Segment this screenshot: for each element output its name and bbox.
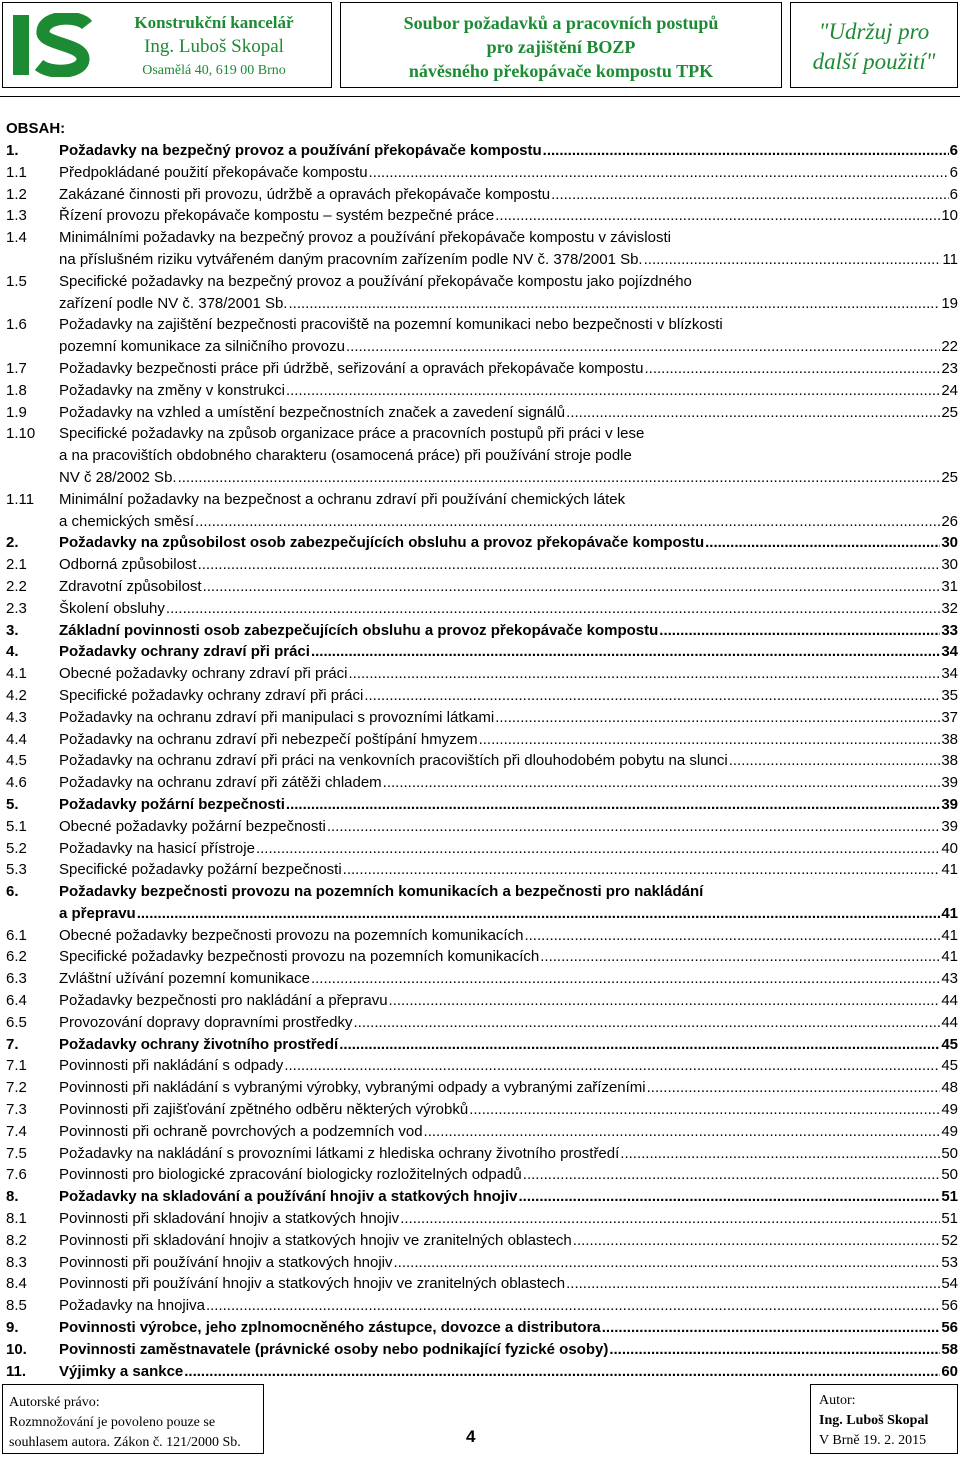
toc-entry xyxy=(6,990,960,1012)
toc-entry-title: Specifické požadavky bezpečnosti provozu na pozemních komunikacích xyxy=(59,948,540,966)
toc-entry-number: 10. xyxy=(6,1340,27,1358)
toc-entry-title: Výjimky a sankce xyxy=(59,1362,184,1380)
company-box xyxy=(2,2,332,88)
toc-entry-title: Požadavky bezpečnosti pro nakládání a přepravu xyxy=(59,992,388,1010)
toc-dot-leader xyxy=(383,772,941,794)
toc-dot-leader xyxy=(339,1034,940,1056)
toc-entry-number: 1.10 xyxy=(6,425,36,443)
toc-entry-page: 39 xyxy=(941,817,958,835)
toc-entry-page: 6 xyxy=(949,163,958,181)
toc-dot-leader xyxy=(184,1361,940,1383)
document-title xyxy=(341,11,781,83)
toc-dot-leader xyxy=(394,1252,941,1274)
toc-entry-title: Zakázané činnosti při provozu, údržbě a opravách překopávače kompostu xyxy=(59,185,551,203)
toc-entry xyxy=(6,968,960,990)
toc-dot-leader xyxy=(311,968,940,990)
toc-dot-leader xyxy=(573,1230,941,1252)
toc-entry-number: 5.1 xyxy=(6,817,27,835)
toc-entry-title: Zdravotní způsobilost xyxy=(59,577,202,595)
toc-dot-leader xyxy=(400,1208,940,1230)
toc-entry-title: Povinnosti pro biologické zpracování biologicky rozložitelných odpadů xyxy=(59,1166,522,1184)
toc-dot-leader xyxy=(348,663,940,685)
toc-entry-number: 1.4 xyxy=(6,229,27,247)
toc-entry xyxy=(6,816,960,838)
toc-entry-page: 45 xyxy=(941,1057,958,1075)
toc-entry-title: a přepravu xyxy=(59,904,136,922)
toc-entry-number: 2.1 xyxy=(6,556,27,574)
toc-entry-title: Požadavky ochrany životního prostředí xyxy=(59,1035,339,1053)
toc-dot-leader xyxy=(346,336,940,358)
toc-entry-number: 4.6 xyxy=(6,774,27,792)
toc-entry-number: 11. xyxy=(6,1362,27,1380)
toc-heading: OBSAH: xyxy=(6,120,66,137)
toc-entry-page: 58 xyxy=(941,1340,958,1358)
toc-entry xyxy=(6,1164,960,1186)
toc-entry-number: 7.5 xyxy=(6,1144,27,1162)
page-number: 4 xyxy=(466,1427,476,1446)
toc-entry-title: Provozování dopravy dopravními prostředky xyxy=(59,1013,353,1031)
toc-entry-title: Povinnosti při skladování hnojiv a statkových hnojiv xyxy=(59,1210,400,1228)
toc-entry xyxy=(6,881,960,925)
toc-entry-page: 39 xyxy=(941,795,958,813)
toc-dot-leader xyxy=(364,685,940,707)
toc-entry-title: a na pracovištích obdobného charakteru (osamocená práce) při používání stroje podle xyxy=(59,447,632,465)
toc-entry xyxy=(6,227,960,271)
toc-entry-number: 1. xyxy=(6,142,19,159)
toc-entry-title: Specifické požadavky na bezpečný provoz a používání překopávače kompostu jako pojízdného xyxy=(59,272,692,290)
toc-dot-leader xyxy=(602,1317,941,1339)
toc-entry-number: 1.5 xyxy=(6,272,27,290)
toc-dot-leader xyxy=(353,1012,940,1034)
toc-entry-title: Zvláštní užívání pozemní komunikace xyxy=(59,970,310,988)
toc-dot-leader xyxy=(203,576,941,598)
toc-entry-title: Povinnosti při ochraně povrchových a podzemních vod xyxy=(59,1122,423,1140)
table-of-contents xyxy=(6,140,960,1382)
toc-entry xyxy=(6,1295,960,1317)
toc-entry-title: Specifické požadavky ochrany zdraví při práci xyxy=(59,686,364,704)
toc-entry-page: 33 xyxy=(941,621,958,639)
toc-entry-number: 9. xyxy=(6,1319,19,1337)
toc-entry-number: 4.1 xyxy=(6,665,27,683)
keep-line-1: "Udržuj pro xyxy=(818,19,930,44)
toc-entry-title: Předpokládané použití překopávače kompostu xyxy=(59,163,368,181)
toc-entry-number: 6.3 xyxy=(6,970,27,988)
toc-entry-title: Obecné požadavky požární bezpečnosti xyxy=(59,817,326,835)
toc-entry-number: 6.1 xyxy=(6,926,27,944)
toc-entry-number: 6. xyxy=(6,883,19,901)
toc-dot-leader xyxy=(566,1273,940,1295)
toc-entry xyxy=(6,685,960,707)
toc-entry-page: 37 xyxy=(941,708,958,726)
toc-entry-number: 8.4 xyxy=(6,1275,27,1293)
toc-dot-leader xyxy=(369,162,949,184)
toc-entry-title: Specifické požadavky na způsob organizace práce a pracovních postupů při práci v lese xyxy=(59,425,645,443)
toc-entry-number: 5. xyxy=(6,795,19,813)
toc-entry-title: Specifické požadavky požární bezpečnosti xyxy=(59,861,342,879)
toc-dot-leader xyxy=(523,1164,941,1186)
toc-entry-number: 1.9 xyxy=(6,403,27,421)
toc-entry-number: 4. xyxy=(6,643,19,661)
author-name: Ing. Luboš Skopal xyxy=(819,1413,929,1428)
toc-entry-number: 7.3 xyxy=(6,1101,27,1119)
toc-entry-number: 1.6 xyxy=(6,316,27,334)
toc-entry-number: 5.2 xyxy=(6,839,27,857)
toc-entry xyxy=(6,750,960,772)
toc-entry-title: Požadavky na hasicí přístroje xyxy=(59,839,255,857)
toc-entry-title: Požadavky na změny v konstrukci xyxy=(59,381,285,399)
toc-entry xyxy=(6,532,960,554)
toc-entry xyxy=(6,729,960,751)
toc-entry xyxy=(6,1121,960,1143)
toc-entry xyxy=(6,859,960,881)
toc-entry-page: 56 xyxy=(941,1297,958,1315)
keep-notice-box xyxy=(790,2,958,88)
toc-dot-leader xyxy=(284,1055,940,1077)
toc-entry-page: 45 xyxy=(941,1035,958,1053)
toc-entry xyxy=(6,184,960,206)
copyright-label: Autorské právo: xyxy=(9,1395,100,1410)
toc-entry-number: 1.11 xyxy=(6,490,35,508)
toc-dot-leader xyxy=(495,707,940,729)
toc-dot-leader xyxy=(311,641,940,663)
toc-entry-title: Minimálními požadavky na bezpečný provoz a používání překopávače kompostu v závislosti xyxy=(59,229,671,247)
toc-entry-page: 10 xyxy=(941,207,958,225)
toc-entry-number: 8.2 xyxy=(6,1231,27,1249)
title-line-1: Soubor požadavků a pracovních postupů xyxy=(403,13,719,33)
toc-entry-title: Základní povinnosti osob zabezpečujících obsluhu a provoz překopávače kompostu xyxy=(59,621,659,639)
toc-entry-title: Požadavky na ochranu zdraví při manipulaci s provozními látkami xyxy=(59,708,495,726)
toc-entry xyxy=(6,380,960,402)
toc-entry xyxy=(6,925,960,947)
toc-entry-title: Školení obsluhy xyxy=(59,599,165,617)
toc-dot-leader xyxy=(524,925,940,947)
toc-entry xyxy=(6,1034,960,1056)
toc-entry-page: 24 xyxy=(941,381,958,399)
toc-entry-title: Požadavky ochrany zdraví při práci xyxy=(59,643,310,661)
title-line-3: návěsného překopávače kompostu TPK xyxy=(408,61,714,81)
toc-dot-leader xyxy=(206,1295,940,1317)
toc-entry-page: 41 xyxy=(941,861,958,879)
toc-entry-page: 49 xyxy=(941,1101,958,1119)
toc-dot-leader xyxy=(609,1339,940,1361)
toc-entry xyxy=(6,1208,960,1230)
toc-entry xyxy=(6,838,960,860)
toc-entry-number: 7.6 xyxy=(6,1166,27,1184)
document-header xyxy=(2,2,958,90)
toc-entry xyxy=(6,1252,960,1274)
toc-entry xyxy=(6,205,960,227)
toc-entry-number: 8. xyxy=(6,1188,19,1206)
toc-entry-number: 4.5 xyxy=(6,752,27,770)
toc-dot-leader xyxy=(647,1077,941,1099)
copyright-text-2: souhlasem autora. Zákon č. 121/2000 Sb. xyxy=(9,1435,241,1450)
toc-dot-leader xyxy=(705,532,940,554)
toc-entry-title: Povinnosti výrobce, jeho zplnomocněného zástupce, dovozce a distributora xyxy=(59,1319,601,1337)
company-info xyxy=(101,11,327,83)
keep-notice xyxy=(791,17,957,77)
toc-dot-leader xyxy=(566,402,940,424)
toc-entry-title: Požadavky na zajištění bezpečnosti pracoviště na pozemní komunikaci nebo bezpečnosti v blízkosti xyxy=(59,316,723,334)
toc-entry-page: 38 xyxy=(941,752,958,770)
toc-entry xyxy=(6,402,960,424)
toc-entry-page: 25 xyxy=(941,403,958,421)
toc-entry-title: a chemických směsí xyxy=(59,512,195,530)
toc-entry-page: 50 xyxy=(941,1144,958,1162)
toc-entry-number: 4.2 xyxy=(6,686,27,704)
toc-dot-leader xyxy=(495,205,940,227)
toc-entry-title: Povinnosti při nakládání s vybranými výrobky, vybranými odpady a vybranými zařízeními xyxy=(59,1079,646,1097)
toc-entry xyxy=(6,1077,960,1099)
toc-dot-leader xyxy=(178,467,941,489)
toc-entry-title: Požadavky na ochranu zdraví při zátěži chladem xyxy=(59,774,382,792)
toc-entry-title: zařízení podle NV č. 378/2001 Sb. xyxy=(59,294,288,312)
toc-entry xyxy=(6,314,960,358)
toc-entry-title: Řízení provozu překopávače kompostu – systém bezpečné práce xyxy=(59,207,495,225)
toc-dot-leader xyxy=(729,750,941,772)
toc-entry xyxy=(6,794,960,816)
toc-entry-page: 44 xyxy=(941,992,958,1010)
toc-dot-leader xyxy=(644,249,942,271)
toc-dot-leader xyxy=(288,293,940,315)
keep-line-2: další použití" xyxy=(812,49,936,74)
toc-entry-page: 34 xyxy=(941,643,958,661)
toc-dot-leader xyxy=(166,598,940,620)
toc-entry-page: 51 xyxy=(941,1210,958,1228)
toc-entry xyxy=(6,707,960,729)
toc-entry-title: Minimální požadavky na bezpečnost a ochranu zdraví při používání chemických látek xyxy=(59,490,626,508)
toc-dot-leader xyxy=(137,903,941,925)
toc-entry-number: 6.5 xyxy=(6,1013,27,1031)
toc-dot-leader xyxy=(543,140,949,162)
toc-entry-page: 60 xyxy=(941,1362,958,1380)
toc-entry xyxy=(6,772,960,794)
toc-entry-page: 40 xyxy=(941,839,958,857)
toc-entry-number: 6.4 xyxy=(6,992,27,1010)
toc-entry-number: 8.1 xyxy=(6,1210,27,1228)
toc-dot-leader xyxy=(659,620,940,642)
toc-entry-number: 4.4 xyxy=(6,730,27,748)
toc-entry xyxy=(6,1230,960,1252)
toc-entry-page: 50 xyxy=(941,1166,958,1184)
toc-entry xyxy=(6,946,960,968)
toc-entry-page: 34 xyxy=(941,665,958,683)
author-box xyxy=(810,1384,958,1454)
toc-entry-title: Povinnosti při skladování hnojiv a statkových hnojiv ve zranitelných oblastech xyxy=(59,1231,572,1249)
toc-entry xyxy=(6,271,960,315)
toc-entry-number: 7.4 xyxy=(6,1122,27,1140)
toc-entry-page: 35 xyxy=(941,686,958,704)
toc-entry-title: Povinnosti při zajišťování zpětného odběru některých výrobků xyxy=(59,1101,469,1119)
toc-dot-leader xyxy=(540,946,940,968)
toc-entry-number: 1.7 xyxy=(6,359,27,377)
toc-entry-page: 39 xyxy=(941,774,958,792)
toc-entry-page: 48 xyxy=(941,1079,958,1097)
toc-dot-leader xyxy=(327,816,940,838)
toc-entry xyxy=(6,1186,960,1208)
copyright-box xyxy=(2,1384,264,1454)
toc-entry-page: 51 xyxy=(941,1188,958,1206)
toc-entry-page: 30 xyxy=(941,556,958,574)
toc-entry-title: Obecné požadavky ochrany zdraví při práci xyxy=(59,665,348,683)
toc-entry xyxy=(6,423,960,488)
toc-entry xyxy=(6,1273,960,1295)
toc-dot-leader xyxy=(551,184,949,206)
toc-entry-number: 5.3 xyxy=(6,861,27,879)
toc-entry-page: 44 xyxy=(941,1013,958,1031)
toc-dot-leader xyxy=(195,511,940,533)
toc-entry-number: 8.3 xyxy=(6,1253,27,1271)
toc-entry-title: Povinnosti zaměstnavatele (právnické osoby nebo podnikající fyzické osoby) xyxy=(59,1340,609,1358)
toc-entry-page: 26 xyxy=(941,512,958,530)
toc-entry-page: 6 xyxy=(949,142,958,159)
toc-entry-title: pozemní komunikace za silničního provozu xyxy=(59,338,345,356)
toc-entry-page: 32 xyxy=(941,599,958,617)
toc-entry-title: Požadavky na nakládání s provozními látkami z hlediska ochrany životního prostředí xyxy=(59,1144,620,1162)
toc-dot-leader xyxy=(620,1143,940,1165)
toc-entry-title: Požadavky na ochranu zdraví při práci na venkovních pracovištích při dlouhodobém pobytu na slunci xyxy=(59,752,728,770)
toc-entry xyxy=(6,576,960,598)
toc-entry-title: Požadavky bezpečnosti práce při údržbě, seřizování a opravách překopávače kompostu xyxy=(59,359,644,377)
company-address: Osamělá 40, 619 00 Brno xyxy=(142,63,286,78)
toc-entry-page: 11 xyxy=(942,250,958,268)
toc-entry-title: Požadavky požární bezpečnosti xyxy=(59,795,285,813)
header-divider xyxy=(0,96,960,97)
toc-entry-number: 7.2 xyxy=(6,1079,27,1097)
toc-entry-number: 7.1 xyxy=(6,1057,27,1075)
toc-entry-page: 38 xyxy=(941,730,958,748)
toc-entry-title: Požadavky na hnojiva xyxy=(59,1297,205,1315)
toc-entry-title: Obecné požadavky bezpečnosti provozu na pozemních komunikacích xyxy=(59,926,524,944)
copyright-text-1: Rozmnožování je povoleno pouze se xyxy=(9,1415,216,1430)
toc-entry-title: NV č 28/2002 Sb. xyxy=(59,468,177,486)
toc-dot-leader xyxy=(198,554,941,576)
toc-entry-title: Požadavky na bezpečný provoz a používání překopávače kompostu xyxy=(59,142,542,159)
document-title-box xyxy=(340,2,782,88)
toc-entry-title: Požadavky na způsobilost osob zabezpečujících obsluhu a provoz překopávače kompostu xyxy=(59,534,705,552)
toc-entry xyxy=(6,1361,960,1383)
company-owner: Ing. Luboš Skopal xyxy=(144,36,284,57)
toc-entry-page: 6 xyxy=(949,185,958,203)
toc-entry xyxy=(6,162,960,184)
toc-entry-page: 31 xyxy=(941,577,958,595)
toc-dot-leader xyxy=(518,1186,940,1208)
toc-entry-page: 56 xyxy=(941,1319,958,1337)
toc-entry-number: 1.1 xyxy=(6,163,27,181)
toc-dot-leader xyxy=(286,380,940,402)
toc-dot-leader xyxy=(256,838,940,860)
toc-entry-title: Požadavky na skladování a používání hnojiv a statkových hnojiv xyxy=(59,1188,518,1206)
toc-entry xyxy=(6,1339,960,1361)
toc-entry xyxy=(6,1143,960,1165)
toc-dot-leader xyxy=(424,1121,941,1143)
toc-entry-number: 2.2 xyxy=(6,577,27,595)
toc-entry-title: Požadavky bezpečnosti provozu na pozemních komunikacích a bezpečnosti pro nakládání xyxy=(59,883,704,901)
toc-entry-page: 43 xyxy=(941,970,958,988)
toc-entry-number: 4.3 xyxy=(6,708,27,726)
toc-dot-leader xyxy=(469,1099,940,1121)
toc-entry-number: 3. xyxy=(6,621,19,639)
author-label: Autor: xyxy=(819,1393,856,1408)
toc-entry-page: 41 xyxy=(941,926,958,944)
toc-entry-page: 23 xyxy=(941,359,958,377)
toc-entry-title: na příslušném riziku vytvářeném daným pracovním zařízením podle NV č. 378/2001 Sb. xyxy=(59,250,643,268)
toc-entry-page: 49 xyxy=(941,1122,958,1140)
toc-entry-number: 1.2 xyxy=(6,185,27,203)
toc-entry-number: 8.5 xyxy=(6,1297,27,1315)
toc-entry-number: 6.2 xyxy=(6,948,27,966)
toc-entry-page: 53 xyxy=(941,1253,958,1271)
toc-dot-leader xyxy=(389,990,941,1012)
toc-entry xyxy=(6,140,960,162)
toc-entry-title: Povinnosti při nakládání s odpady xyxy=(59,1057,284,1075)
toc-entry xyxy=(6,1099,960,1121)
toc-entry-number: 1.3 xyxy=(6,207,27,225)
toc-entry-page: 22 xyxy=(941,338,958,356)
toc-entry xyxy=(6,1012,960,1034)
company-name: Konstrukční kancelář xyxy=(134,13,294,32)
toc-entry-page: 41 xyxy=(941,904,958,922)
toc-entry xyxy=(6,598,960,620)
toc-entry-page: 41 xyxy=(941,948,958,966)
toc-entry xyxy=(6,663,960,685)
toc-entry-page: 54 xyxy=(941,1275,958,1293)
toc-entry xyxy=(6,620,960,642)
toc-entry xyxy=(6,358,960,380)
company-logo xyxy=(9,13,95,77)
toc-entry-page: 25 xyxy=(941,468,958,486)
toc-entry xyxy=(6,641,960,663)
toc-dot-leader xyxy=(645,358,941,380)
author-place-date: V Brně 19. 2. 2015 xyxy=(819,1433,927,1448)
toc-entry-number: 2.3 xyxy=(6,599,27,617)
toc-entry-title: Povinnosti při používání hnojiv a statkových hnojiv xyxy=(59,1253,393,1271)
toc-dot-leader xyxy=(479,729,941,751)
toc-entry xyxy=(6,1055,960,1077)
toc-entry-title: Požadavky na vzhled a umístění bezpečnostních značek a zavedení signálů xyxy=(59,403,566,421)
toc-entry-title: Odborná způsobilost xyxy=(59,556,197,574)
title-line-2: pro zajištění BOZP xyxy=(486,37,636,57)
toc-entry xyxy=(6,489,960,533)
toc-dot-leader xyxy=(286,794,940,816)
toc-entry xyxy=(6,554,960,576)
toc-entry-number: 1.8 xyxy=(6,381,27,399)
toc-dot-leader xyxy=(343,859,941,881)
toc-entry-page: 19 xyxy=(941,294,958,312)
toc-entry-number: 2. xyxy=(6,534,19,552)
toc-entry-title: Požadavky na ochranu zdraví při nebezpečí poštípání hmyzem xyxy=(59,730,478,748)
toc-entry xyxy=(6,1317,960,1339)
toc-entry-page: 52 xyxy=(941,1231,958,1249)
toc-entry-title: Povinnosti při používání hnojiv a statkových hnojiv ve zranitelných oblastech xyxy=(59,1275,566,1293)
toc-entry-number: 7. xyxy=(6,1035,19,1053)
toc-entry-page: 30 xyxy=(941,534,958,552)
